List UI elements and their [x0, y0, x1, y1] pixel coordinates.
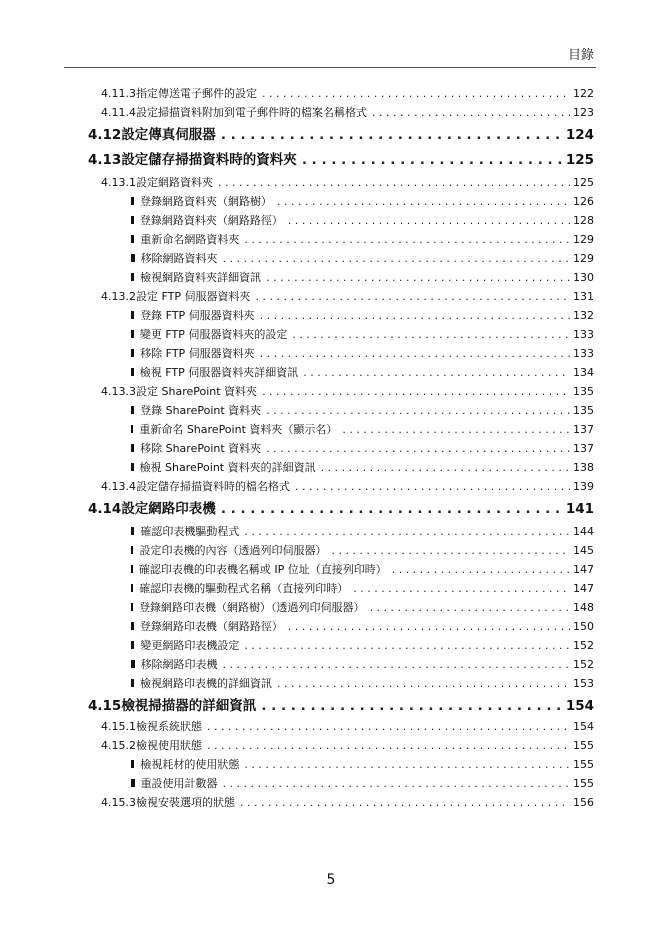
toc-entry-title: 移除 SharePoint 資料夾: [140, 442, 262, 455]
toc-entry-page: 124: [565, 127, 594, 143]
toc-entry-page: 152: [573, 658, 594, 671]
dot-leader: [223, 777, 570, 790]
dot-leader: [295, 480, 570, 493]
toc-entry-page: 138: [573, 461, 594, 474]
dot-leader: [292, 328, 570, 341]
toc-entry-title: 登錄網路印表機（網路樹）（透過列印伺服器）: [139, 601, 365, 614]
toc-entry-page: 155: [573, 739, 594, 752]
bullet-icon: [131, 197, 134, 205]
bullet-icon: [131, 679, 134, 687]
toc-entry-title: 設定網路資料夾: [136, 176, 213, 189]
toc-entry-page: 122: [573, 87, 594, 100]
dot-leader: [207, 739, 570, 752]
toc-entry-number: 4.13: [88, 152, 122, 168]
toc-entry-page: 129: [573, 233, 594, 246]
toc-entry[interactable]: [88, 123, 594, 143]
toc-entry[interactable]: [101, 174, 594, 190]
toc-entry[interactable]: [131, 402, 594, 418]
bullet-icon: [131, 565, 133, 573]
dot-leader: [277, 677, 570, 690]
toc-entry-number: 4.14: [88, 501, 122, 517]
dot-leader: [221, 127, 563, 143]
toc-entry-title: 重設使用計數器: [140, 777, 218, 790]
toc-entry-number: 4.13.4: [101, 480, 136, 493]
toc-entry[interactable]: [131, 580, 594, 596]
toc-entry[interactable]: [131, 269, 594, 285]
bullet-icon: [131, 368, 134, 376]
dot-leader: [218, 176, 570, 189]
toc-entry-number: 4.15.3: [101, 796, 136, 809]
toc-entry-page: 134: [573, 366, 594, 379]
toc-entry-page: 154: [565, 698, 594, 714]
dot-leader: [244, 758, 570, 771]
dot-leader: [277, 195, 570, 208]
toc-entry-title: 設定 SharePoint 資料夾: [136, 385, 258, 398]
toc-entry-page: 135: [573, 404, 594, 417]
toc-entry[interactable]: [131, 618, 594, 634]
toc-entry[interactable]: [88, 497, 594, 517]
page-number: 5: [326, 872, 336, 888]
toc-entry-title: 檢視 SharePoint 資料夾的詳細資訊: [139, 461, 316, 474]
bullet-icon: [131, 444, 134, 452]
bullet-icon: [131, 425, 133, 433]
toc-entry-number: 4.15.2: [101, 739, 136, 752]
toc-entry-title: 登錄 SharePoint 資料夾: [140, 404, 262, 417]
dot-leader: [288, 214, 570, 227]
toc-entry-page: 155: [573, 758, 594, 771]
toc-entry-number: 4.11.4: [101, 106, 136, 119]
toc-entry[interactable]: [101, 718, 594, 734]
toc-entry[interactable]: [131, 542, 594, 558]
toc-entry-title: 檢視掃描器的詳細資訊: [121, 698, 257, 714]
bullet-icon: [131, 779, 135, 787]
toc-entry-title: 重新命名網路資料夾: [140, 233, 240, 246]
dot-leader: [207, 720, 570, 733]
toc-entry[interactable]: [101, 104, 594, 120]
dot-leader: [288, 620, 570, 633]
toc-entry[interactable]: [131, 364, 594, 380]
dot-leader: [244, 525, 570, 538]
dot-leader: [260, 309, 570, 322]
dot-leader: [262, 385, 570, 398]
toc-entry-title: 檢視安裝選項的狀態: [136, 796, 235, 809]
dot-leader: [342, 423, 570, 436]
toc-entry-title: 移除 FTP 伺服器資料夾: [140, 347, 255, 360]
toc-entry-title: 變更 FTP 伺服器資料夾的設定: [139, 328, 288, 341]
bullet-icon: [131, 235, 134, 243]
dot-leader: [302, 152, 563, 168]
bullet-icon: [131, 546, 133, 554]
bullet-icon: [131, 584, 133, 592]
toc-entry-page: 139: [573, 480, 594, 493]
toc-entry-number: 4.13.3: [101, 385, 136, 398]
toc-entry-page: 128: [573, 214, 594, 227]
dot-leader: [244, 233, 570, 246]
toc-entry[interactable]: [101, 85, 594, 101]
toc-entry[interactable]: [131, 775, 594, 791]
toc-entry-title: 登錄網路資料夾（網路路徑）: [139, 214, 283, 227]
toc-entry[interactable]: [101, 478, 594, 494]
bullet-icon: [131, 660, 135, 668]
toc-entry[interactable]: [131, 326, 594, 342]
dot-leader: [262, 87, 570, 100]
toc-entry-page: 132: [573, 309, 594, 322]
toc-entry-title: 變更網路印表機設定: [140, 639, 240, 652]
toc-entry-title: 確認印表機的驅動程式名稱（直接列印時）: [139, 582, 349, 595]
toc-entry-title: 登錄 FTP 伺服器資料夾: [140, 309, 255, 322]
dot-leader: [261, 698, 563, 714]
toc-entry-title: 移除網路資料夾: [140, 252, 218, 265]
toc-entry-number: 4.11.3: [101, 87, 136, 100]
bullet-icon: [131, 406, 134, 414]
bullet-icon: [131, 254, 135, 262]
bullet-icon: [131, 330, 134, 338]
toc-entry-title: 檢視網路印表機的詳細資訊: [140, 677, 272, 690]
toc-entry[interactable]: [131, 561, 594, 577]
toc-entry[interactable]: [131, 231, 594, 247]
toc-entry[interactable]: [131, 756, 594, 772]
toc-entry-page: 145: [573, 544, 594, 557]
toc-entry-page: 126: [573, 195, 594, 208]
toc-entry[interactable]: [131, 250, 594, 266]
toc-entry-page: 154: [573, 720, 594, 733]
dot-leader: [240, 796, 570, 809]
toc-entry-number: 4.15.1: [101, 720, 136, 733]
toc-entry[interactable]: [131, 307, 594, 323]
toc-entry-page: 141: [565, 501, 594, 517]
toc-entry-title: 設定 FTP 伺服器資料夾: [136, 290, 251, 303]
dot-leader: [260, 347, 570, 360]
toc-entry-title: 設定儲存掃描資料時的資料夾: [121, 152, 297, 168]
bullet-icon: [131, 641, 134, 649]
toc-entry-page: 135: [573, 385, 594, 398]
toc-entry[interactable]: [101, 288, 594, 304]
toc-entry-title: 移除網路印表機: [140, 658, 218, 671]
toc-entry-page: 147: [573, 563, 594, 576]
toc-entry[interactable]: [88, 694, 594, 714]
toc-entry[interactable]: [131, 599, 594, 615]
toc-entry-page: 153: [573, 677, 594, 690]
toc-entry[interactable]: [131, 440, 594, 456]
toc-entry[interactable]: [131, 421, 594, 437]
toc-entry-title: 檢視系統狀態: [136, 720, 202, 733]
toc-entry[interactable]: [131, 637, 594, 653]
bullet-icon: [131, 622, 134, 630]
toc-entry-number: 4.15: [88, 698, 122, 714]
toc-entry-page: 133: [573, 347, 594, 360]
bullet-icon: [131, 603, 133, 611]
toc-entry-page: 137: [573, 423, 594, 436]
toc-entry[interactable]: [101, 794, 594, 810]
toc-entry-title: 設定印表機的內容（透過列印伺服器）: [139, 544, 327, 557]
dot-leader: [392, 563, 570, 576]
toc-entry-title: 確認印表機的印表機名稱或 IP 位址（直接列印時）: [138, 563, 387, 576]
dot-leader: [223, 252, 570, 265]
bullet-icon: [131, 463, 134, 471]
toc-entry-page: 123: [573, 106, 594, 119]
bullet-icon: [131, 349, 134, 357]
dot-leader: [221, 501, 563, 517]
dot-leader: [372, 106, 570, 119]
header-title: 目錄: [567, 48, 594, 63]
dot-leader: [266, 442, 570, 455]
toc-entry[interactable]: [131, 523, 594, 539]
toc-entry-number: 4.12: [88, 127, 122, 143]
toc-entry-title: 設定掃描資料附加到電子郵件時的檔案名稱格式: [136, 106, 367, 119]
toc-entry-page: 133: [573, 328, 594, 341]
toc-entry-title: 設定傳真伺服器: [121, 127, 216, 143]
toc-entry-page: 125: [573, 176, 594, 189]
toc-entry-page: 152: [573, 639, 594, 652]
toc-entry[interactable]: [88, 148, 594, 168]
toc-entry-page: 129: [573, 252, 594, 265]
dot-leader: [266, 404, 570, 417]
bullet-icon: [131, 760, 134, 768]
bullet-icon: [131, 216, 134, 224]
toc-entry-title: 確認印表機驅動程式: [140, 525, 240, 538]
toc-entry-page: 155: [573, 777, 594, 790]
toc-entry[interactable]: [101, 383, 594, 399]
dot-leader: [303, 366, 570, 379]
toc-entry[interactable]: [131, 212, 594, 228]
dot-leader: [353, 582, 570, 595]
dot-leader: [321, 461, 570, 474]
toc-entry-title: 檢視網路資料夾詳細資訊: [140, 271, 262, 284]
toc-entry-page: 156: [573, 796, 594, 809]
toc-entry-page: 130: [573, 271, 594, 284]
toc-entry[interactable]: [131, 459, 594, 475]
toc-entry[interactable]: [131, 656, 594, 672]
toc-entry-number: 4.13.1: [101, 176, 136, 189]
toc-entry-page: 144: [573, 525, 594, 538]
toc-entry-page: 150: [573, 620, 594, 633]
toc-entry[interactable]: [131, 193, 594, 209]
toc-entry[interactable]: [101, 737, 594, 753]
toc-entry-page: 125: [565, 152, 594, 168]
bullet-icon: [131, 311, 134, 319]
dot-leader: [255, 290, 570, 303]
toc-entry-page: 148: [573, 601, 594, 614]
toc-entry-title: 重新命名 SharePoint 資料夾（顯示名）: [139, 423, 338, 436]
bullet-icon: [131, 273, 134, 281]
toc-entry-title: 設定網路印表機: [121, 501, 216, 517]
dot-leader: [244, 639, 570, 652]
toc-entry-page: 147: [573, 582, 594, 595]
toc-entry-title: 檢視使用狀態: [136, 739, 202, 752]
toc-entry-title: 指定傳送電子郵件的設定: [136, 87, 257, 100]
dot-leader: [223, 658, 570, 671]
toc-entry-title: 登錄網路資料夾（網路樹）: [140, 195, 272, 208]
toc-entry[interactable]: [131, 345, 594, 361]
toc-entry[interactable]: [131, 675, 594, 691]
toc-entry-page: 131: [573, 290, 594, 303]
toc-entry-number: 4.13.2: [101, 290, 136, 303]
toc-entry-title: 檢視 FTP 伺服器資料夾詳細資訊: [139, 366, 299, 379]
dot-leader: [266, 271, 570, 284]
toc-entry-page: 137: [573, 442, 594, 455]
dot-leader: [331, 544, 570, 557]
dot-leader: [370, 601, 570, 614]
toc-entry-title: 檢視耗材的使用狀態: [140, 758, 240, 771]
toc-entry-title: 設定儲存掃描資料時的檔名格式: [136, 480, 290, 493]
bullet-icon: [131, 527, 134, 535]
toc-entry-title: 登錄網路印表機（網路路徑）: [139, 620, 283, 633]
